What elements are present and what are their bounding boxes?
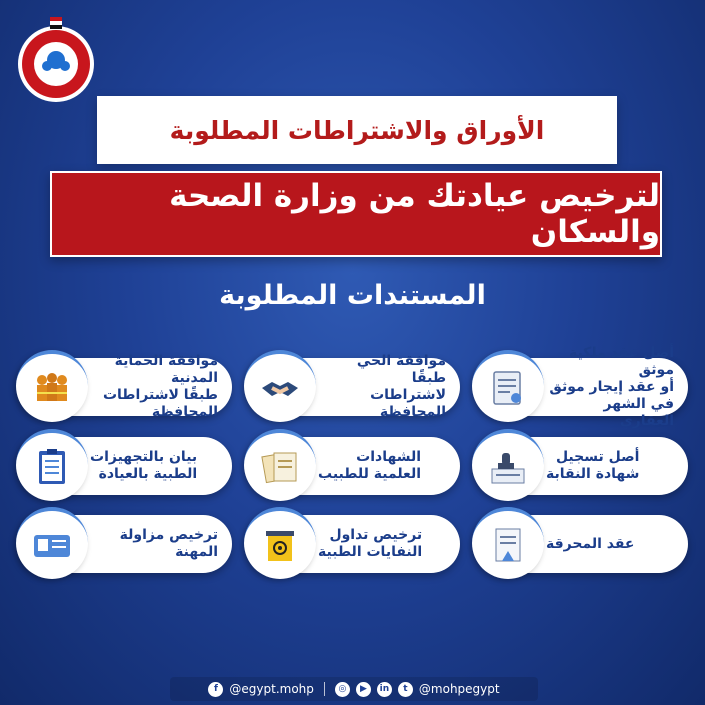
youtube-icon[interactable]: ▶ bbox=[356, 682, 371, 697]
license-card-icon bbox=[16, 507, 88, 579]
document-card-doctor-certificates bbox=[248, 437, 460, 495]
document-card-district-approval bbox=[248, 353, 460, 420]
document-card-medical-equipment bbox=[20, 437, 232, 495]
document-label: الشهادات العلمية للطبيب bbox=[318, 449, 421, 482]
handshake-icon bbox=[244, 350, 316, 422]
document-label: بيان بالتجهيزات الطبية بالعيادة bbox=[90, 449, 198, 482]
linkedin-icon[interactable]: in bbox=[377, 682, 392, 697]
title-banner bbox=[97, 96, 617, 164]
document-card-civil-protection bbox=[20, 353, 232, 420]
document-label: موافقة الحي طبقًا لاشتراطات المحافظة bbox=[356, 353, 446, 420]
twitter-icon[interactable]: t bbox=[398, 682, 413, 697]
document-label: موافقة الحماية المدنية طبقًا لاشتراطات المحافظة bbox=[102, 353, 218, 420]
social-footer bbox=[170, 677, 538, 701]
document-label: أصل عقد ملكية موثق أو عقد إيجار موثق في الشهر العقاري bbox=[549, 344, 674, 429]
biohazard-waste-icon bbox=[244, 507, 316, 579]
facebook-handle[interactable]: @egypt.mohp bbox=[229, 682, 314, 696]
document-label: أصل تسجيل شهادة النقابة bbox=[546, 449, 640, 482]
incinerator-contract-icon bbox=[472, 507, 544, 579]
contract-document-icon bbox=[472, 350, 544, 422]
facebook-icon[interactable]: f bbox=[208, 682, 223, 697]
document-card-practice-license bbox=[20, 515, 232, 573]
document-card-syndicate-registration bbox=[476, 437, 688, 495]
instagram-icon[interactable]: ◎ bbox=[335, 682, 350, 697]
subtitle-banner bbox=[50, 171, 662, 257]
ministry-logo bbox=[14, 14, 98, 106]
document-label: ترخيص تداول النفايات الطبية bbox=[318, 527, 423, 560]
document-label: ترخيص مزاولة المهنة bbox=[119, 527, 218, 560]
page-title: الأوراق والاشتراطات المطلوبة bbox=[169, 115, 545, 145]
page-subtitle: لترخيص عيادتك من وزارة الصحة والسكان bbox=[169, 178, 660, 250]
document-label: عقد المحرقة bbox=[546, 535, 635, 552]
clipboard-list-icon bbox=[16, 429, 88, 501]
section-title: المستندات المطلوبة bbox=[219, 280, 486, 311]
firefighters-icon bbox=[16, 350, 88, 422]
social-handle[interactable]: @mohpegypt bbox=[418, 682, 500, 696]
document-card-ownership-contract bbox=[476, 344, 688, 429]
document-card-incinerator-contract bbox=[476, 515, 688, 573]
document-card-medical-waste-license bbox=[248, 515, 460, 573]
divider bbox=[324, 682, 325, 696]
stamp-icon bbox=[472, 429, 544, 501]
certificates-icon bbox=[244, 429, 316, 501]
